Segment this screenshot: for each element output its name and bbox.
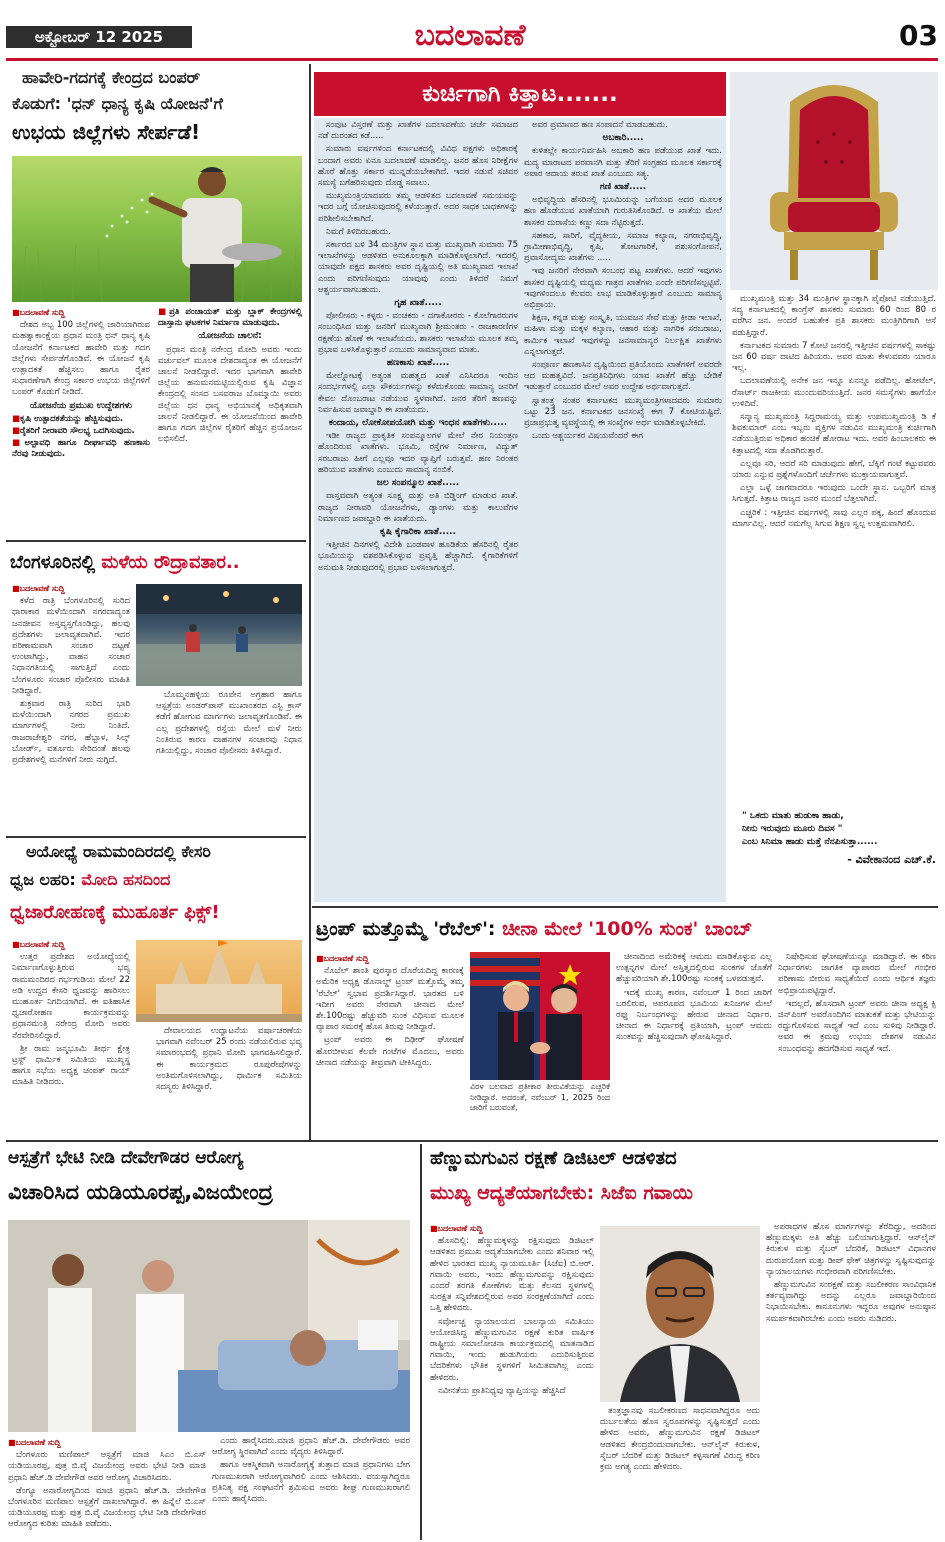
portrait-illustration [600, 1226, 760, 1402]
story5-para6: ಇದಲ್ಲದೆ, ಹೊಸದಾಗಿ ಟ್ರಂಪ್ ಅವರು ಚೀನಾ ಅಧ್ಯಕ್ಷ ಕ್ಸಿ ಜಿನ್‌ಪಿಂಗ್ ಅವರೊಂದಿಗಿನ ಮಾತುಕತೆ ಮತ್ತು ಭೇಟಿಯನ್ನು ರದ್ದುಗೊಳಿಸುವ ಸಾಧ್ಯತೆ ಇದೆ ಎಂಬ ಸುಳಿವು ನೀಡಿದ್ದಾರೆ. ಅವರ ಈ ಕ್ರಮವು ಉಭಯ ದೇಶಗಳ ನಡುವಿನ ಸಂಬಂಧವನ್ನು ಹದಗೆಡಿಸುವ ಸಾಧ್ಯತೆ ಇದೆ. [778, 998, 936, 1054]
masthead [0, 0, 945, 62]
story-devegowda [6, 1144, 416, 1540]
story1-para1: ದೇಶದ ಅಬ್ಬ 100 ಜಿಲ್ಲೆಗಳಲ್ಲಿ ಜಾರಿಯಾಗಿರುವ ಮಹತ್ವಾಕಾಂಕ್ಷೆಯ ಪ್ರಧಾನ ಮಂತ್ರಿ ಧನ್ ಧಾನ್ಯ ಕೃಷಿ ಯೋಜನೆಗೆ ಕರ್ನಾಟಕದ ಹಾವೇರಿ ಮತ್ತು ಗದಗ ಜಿಲ್ಲೆಗಳು ಸೇರ್ಪಡೆಗೊಂಡಿವೆ. ಈ ಯೋಜನೆ ಕೃಷಿ ಉತ್ಪಾದಕತೆ ಹೆಚ್ಚಿಸಲು ಹಾಗೂ ರೈತರ ಸುಧಾರಣೆಗಾಗಿ ಕೇಂದ್ರ ಸರ್ಕಾರ ಉಭಯ ಜಿಲ್ಲೆಗಳಿಗೆ ಬಂಪರ್ ಕೊಡುಗೆ ನೀಡಿದೆ. [12, 320, 150, 398]
story2-column2 [156, 690, 302, 830]
headline-part1: ಟ್ರಂಪ್ ಮತ್ತೊಮ್ಮೆ 'ರೆಬೆಲ್': [316, 918, 503, 940]
story5-para1: ನೊಬೆಲ್ ಶಾಂತಿ ಪುರಸ್ಕಾರ ದೊರೆಯದಿದ್ದ ಕಾರಣಕ್ಕೆ ಅಮೆರಿಕ ಅಧ್ಯಕ್ಷ ಡೊನಾಲ್ಡ್ ಟ್ರಂಪ್ ಮತ್ತೊಮ್ಮೆ ತಮ್ಮ 'ರೆಬೆಲ್' ಸ್ವಭಾವ ಪ್ರದರ್ಶಿಸಿದ್ದಾರೆ. ಭಾರತದ ಬಳಿ ಇದೀಗ ಅವರು ನೇರವಾಗಿ ಚೀನಾದ ಮೇಲೆ ಶೇ.100ರಷ್ಟು ಹೆಚ್ಚುವರಿ ಸುಂಕ ವಿಧಿಸುವ ಮೂಲಕ ವ್ಯಾಪಾರ ಸಮರಕ್ಕೆ ಹೊಸ ತಿರುವು ನೀಡಿದ್ದಾರೆ. [316, 966, 464, 1033]
story4-quote [732, 810, 936, 902]
story4-paragraph: ಶಿಕ್ಷಣ, ಕನ್ನಡ ಮತ್ತು ಸಂಸ್ಕೃತಿ, ಯುವಜನ ಸೇವೆ ಮತ್ತು ಕ್ರೀಡಾ ಇಲಾಖೆ, ಮಹಿಳಾ ಮತ್ತು ಮಕ್ಕಳ ಕಲ್ಯಾಣ, ಆಹಾರ ಮತ್ತು ನಾಗರಿಕ ಸರಬರಾಜು, ಕಾರ್ಮಿಕ ಇಲಾಖೆ ಇವುಗಳನ್ನು ಜನಸಾಮಾನ್ಯರ ನಿರ್ಲಕ್ಷಿತ ಖಾತೆಗಳು ಎನ್ನಲಾಗುತ್ತದೆ. [524, 313, 722, 357]
story-trump-tariff [312, 908, 938, 1138]
divider [6, 836, 306, 838]
headline-part2: ಮಳೆಯ ರೌದ್ರಾವತಾರ.. [101, 552, 240, 573]
story6-para3: ಎಂದು ಹಾರೈಸಿದರು.ಮಾಜಿ ಪ್ರಧಾನಿ ಹೆಚ್.ಡಿ. ದೇವೇಗೌಡರು ಅವರ ಆರೋಗ್ಯ ಸ್ಥಿರವಾಗಿದೆ ಎಂದು ವೈದ್ಯರು ತಿಳಿಸಿದ್ದಾರೆ. [212, 1436, 410, 1458]
story4-subhead: ಕಂದಾಯ, ಲೋಕೋಪಯೋಗಿ ಮತ್ತು ಇಂಧನ ಖಾತೆಗಳು..... [328, 418, 508, 429]
story-krishi-yojane [6, 64, 306, 540]
story4-paragraph: ಅವರ ಪ್ರಮಾಣದ ಹಣ ಸಂಪಾದನೆ ಮಾಡಬಹುದು. [532, 120, 668, 130]
story-kurchi [314, 66, 938, 904]
story4-paragraph: ಪೋಲೀಸರು - ಕಳ್ಳರು - ವಂಚಕರು - ದಗಾಕೋರರು - ಕೊಲೆಗಾರರುಗಳ ಸಂಬಂಧಿಸಿದ ಮತ್ತು ಜನರಿಗೆ ಮುಖ್ಯವಾಗಿ ಶ್ರೀಮಂತರು - ರಾಜಕಾರಣಿಗಳ ರಕ್ಷಣೆಯ ಹೊಣೆ ಈ ಇಲಾಖೆಯದು. ಶಾಸಕರು ಇಲಾಖೆಯ ಮೂಲಕ ತಮ್ಮ ಪ್ರಭಾವ ಬಳಸಿಕೊಳ್ಳುತ್ತಾರೆ ಎಂಬುದು ಸಾಮಾನ್ಯವಾದ ಮಾತು. [318, 311, 518, 355]
story1-bullet: ■ ಪ್ರತಿ ಪಂಚಾಯತ್ ಮತ್ತು ಬ್ಲಾಕ್ ಕೇಂದ್ರಗಳಲ್ಲಿ ದಾಸ್ತಾನು ಘಟಕಗಳ ನಿರ್ಮಾಣ ಮಾಡುವುದು. [158, 307, 302, 329]
story4-column3 [732, 294, 936, 834]
story5-column1 [316, 952, 464, 1136]
headline-banner: ಕುರ್ಚಿಗಾಗಿ ಕಿತ್ತಾಟ....... [314, 72, 726, 116]
farmer-illustration [12, 156, 302, 302]
story5-para3: ಚೀನಾದಿಂದ ಅಮೆರಿಕಕ್ಕೆ ಆಮದು ಮಾಡಿಕೊಳ್ಳುವ ಎಲ್ಲ ಉತ್ಪನ್ನಗಳ ಮೇಲೆ ಅಸ್ತಿತ್ವದಲ್ಲಿರುವ ಸುಂಕಗಳ ಜೊತೆಗೆ ಹೆಚ್ಚುವರಿಯಾಗಿ ಶೇ.100ರಷ್ಟು ಸುಂಕಕ್ಕೆ ಒಳಪಡುತ್ತವೆ. [616, 952, 772, 985]
cji-portrait-photo [600, 1226, 760, 1402]
byline: ■ ಬದಲಾವಣೆ ಸುದ್ದಿ [430, 1223, 594, 1234]
story7-column3 [766, 1222, 936, 1538]
story4-paragraph: ಕುಳಿತಲ್ಲೇ ಕಾರ್ಯನಿರ್ವಹಿಸಿ ಅಬಕಾರಿ ಹಣ ಪಡೆಯುವ ಖಾತೆ ಇದು. ಮದ್ಯ ಮಾರಾಟದ ಪರವಾನಗಿ ಮತ್ತು ತೆರಿಗೆ ಸಂಗ್ರಹದ ಮೂಲಕ ಸರ್ಕಾರಕ್ಕೆ ಅಪಾರ ಆದಾಯ ತರುವ ಖಾತೆ ಎಂಬುದು ಸತ್ಯ. [524, 146, 722, 179]
story7-para3: ನವೀನತೆಯ ಪ್ರಾತಿನಿಧ್ಯವು ವ್ಯಾಪ್ತಿಯನ್ನು ಹೆಚ್ಚಿಸಿದೆ [438, 1385, 566, 1396]
story-cji-gavai [424, 1144, 940, 1540]
story4-paragraph: ವಾಸ್ತವವಾಗಿ ಅತ್ಯಂತ ಸೂಕ್ಷ್ಮ ಮತ್ತು ಅತಿ ಬಿಡ್ಡಿಂಗ್ ಮಾಡುವ ಖಾತೆ. ರಾಜ್ಯದ ನೀರಾವರಿ ಯೋಜನೆಗಳು, ಡ್ಯಾಂಗಳು ಮತ್ತು ಕಾಲುವೆಗಳ ನಿರ್ಮಾಣದ ಜವಾಬ್ದಾರಿ ಈ ಖಾತೆಯದು. [318, 491, 518, 524]
story7-para6: ಹೆಣ್ಣುಮಗುವಿನ ಸಂರಕ್ಷಣೆ ಮತ್ತು ಸಬಲೀಕರಣ ಸಾಂವಿಧಾನಿಕ ಕರ್ತವ್ಯವಾಗಿದ್ದು ಅದನ್ನು ಎಲ್ಲರೂ ಜವಾಬ್ದಾರಿಯಿಂದ ನಿಭಾಯಿಸಬೇಕು. ಕಾನೂನುಗಳು ಇದ್ದರೂ ಅವುಗಳ ಅನುಷ್ಠಾನ ಸಮರ್ಪಕವಾಗಿರಬೇಕು ಎಂದು ಅವರು ನುಡಿದರು. [766, 1280, 936, 1324]
headline-line2: ಮುಖ್ಯ ಆದ್ಯತೆಯಾಗಬೇಕು: ಸಿಜೆಐ ಗವಾಯಿ [430, 1182, 693, 1204]
story6-column2 [212, 1436, 410, 1540]
byline: ■ ಬದಲಾವಣೆ ಸುದ್ದಿ [12, 939, 130, 950]
chair-photo [730, 72, 938, 290]
date-banner: ಅಕ್ಟೋಬರ್ 12 2025 [6, 26, 192, 48]
story4-subhead: ಜಲ ಸಂಪನ್ಮೂಲ ಖಾತೆ..... [376, 478, 460, 489]
byline: ■ ಬದಲಾವಣೆ ಸುದ್ದಿ [12, 583, 130, 594]
flood-illustration [136, 584, 302, 686]
story1-para2: ಪ್ರಧಾನ ಮಂತ್ರಿ ನರೇಂದ್ರ ಮೋದಿ ಅವರು ಇಂದು ವರ್ಚುವಲ್ ಮೂಲಕ ದೇಶದಾದ್ಯಂತ ಈ ಯೋಜನೆಗೆ ಚಾಲನೆ ನೀಡಲಿದ್ದಾರೆ. ಇದರ ಭಾಗವಾಗಿ ಹಾವೇರಿ ಜಿಲ್ಲೆಯ ಹನುಮನಮಟ್ಟಿಯಲ್ಲಿರುವ ಕೃಷಿ ವಿಜ್ಞಾನ ಕೇಂದ್ರದಲ್ಲಿ ಸಂಸದ ಬಸವರಾಜ ಬೊಮ್ಮಾಯಿ ಅವರು ಜಿಲ್ಲೆಯ ಧನ ಧಾನ್ಯ ಅಭಿಯಾನಕ್ಕೆ ಅಧಿಕೃತವಾಗಿ ಚಾಲನೆ ನೀಡಲಿದ್ದಾರೆ. ಈ ಯೋಜನೆಯಿಂದ ಹಾವೇರಿ ಹಾಗೂ ಗದಗ ಜಿಲ್ಲೆಗಳ ರೈತರಿಗೆ ಹೆಚ್ಚಿನ ಪ್ರಯೋಜನ ಲಭಿಸಲಿದೆ. [158, 344, 302, 445]
story2-column1 [12, 582, 130, 830]
story3-para1: ಉತ್ತರ ಪ್ರದೇಶದ ಅಯೋಧ್ಯೆಯಲ್ಲಿ ನಿರ್ಮಾಣಗೊಳ್ಳುತ್ತಿರುವ ಭವ್ಯ ರಾಮಮಂದಿರದ ಗರ್ಭಗುಡಿಯ ಮೇಲೆ 22 ಅಡಿ ಉದ್ದದ ಕೇಸರಿ ಧ್ವಜವನ್ನು ಹಾರಿಸಲು ಮುಹೂರ್ತ ನಿಗದಿಯಾಗಿದೆ. ಈ ಐತಿಹಾಸಿಕ ಧ್ವಜಾರೋಹಣ ಕಾರ್ಯಕ್ರಮವನ್ನು ಪ್ರಧಾನಮಂತ್ರಿ ನರೇಂದ್ರ ಮೋದಿ ಅವರು ನೆರವೇರಿಸಲಿದ್ದಾರೆ. [12, 952, 130, 1041]
story5-para2: ಟ್ರಂಪ್ ಅವರು ಈ ದಿಢೀರ್ ಘೋಷಣೆ ಹೊರಬೀಳುವ ಕೆಲವೇ ಗಂಟೆಗಳ ಮೊದಲು, ಅವರು ಚೀನಾದ ನಡೆಯನ್ನು ತೀವ್ರವಾಗಿ ಟೀಕಿಸಿದ್ದರು. [316, 1035, 464, 1068]
story4-paragraph: ಸನ್ಮಾನ್ಯ ಮುಖ್ಯಮಂತ್ರಿ ಸಿದ್ದರಾಮಯ್ಯ ಮತ್ತು ಉಪಮುಖ್ಯಮಂತ್ರಿ ಡಿ ಕೆ ಶಿವಕುಮಾರ್ ಎಂಬ ಇಬ್ಬರು ವ್ಯಕ್ತಿಗಳ ನಡುವಿನ ಮುಖ್ಯಮಂತ್ರಿ ಕುರ್ಚಿಗಾಗಿ ನಡೆಯುತ್ತಿರುವ ಅಧಿಕಾರ ಹಂಚಿಕೆ ಹೋರಾಟ ಇದು. ಅವರ ಹಿಂಬಾಲಕರು ಈ ಕಿತ್ತಾಟದಲ್ಲಿ ಸದಾ ತೊಡಗಿರುತ್ತಾರೆ. [732, 412, 936, 456]
story-ayodhya [6, 840, 306, 1138]
leaders-handshake-illustration [470, 952, 610, 1080]
trump-xi-photo [470, 952, 610, 1080]
story1-column2 [158, 306, 302, 538]
byline: ■ ಬದಲಾವಣೆ ಸುದ್ದಿ [316, 953, 464, 964]
story4-subhead: ಅಬಕಾರಿ..... [602, 133, 644, 144]
story4-paragraph: ಎಚ್ಚರಿಕೆ : ಇತ್ತೀಚಿನ ವರ್ಷಗಳಲ್ಲಿ ಸಾವು ಎಲ್ಲರ ಪಕ್ಕ, ಹಿಂದೆ ಹೊಂದುವ ಮಾರ್ಗವಿಲ್ಲ. ಆದರೆ ನಮಗೆಲ್ಲ ಸಿಗುವ ಶಿಕ್ಷಣ ಸ್ವಲ್ಪ ಉತ್ತಮವಾಗಿರಲಿ. [732, 507, 936, 529]
story5-column2 [616, 952, 772, 1136]
story4-paragraph: ಎಲ್ಲಾ ಒಳ್ಳೆ ಜಾಗವಾದರೂ ಇರುವುದು ಒಂದೇ ಸ್ಥಾನ. ಒಬ್ಬರಿಗೆ ಮಾತ್ರ ಸಿಗುತ್ತದೆ. ಕಿತ್ತಾಟ ರಾಜ್ಯದ ಜನರ ಮುಂದೆ ಬೆತ್ತಲಾಗಿದೆ. [732, 483, 936, 505]
vertical-divider [420, 1144, 422, 1540]
story4-paragraph: ಸಹಕಾರ, ಸಾರಿಗೆ, ವೈದ್ಯಕೀಯ, ಸಮಾಜ ಕಲ್ಯಾಣ, ನಗರಾಭಿವೃದ್ಧಿ, ಗ್ರಾಮೀಣಾಭಿವೃದ್ಧಿ, ಕೃಷಿ, ತೋಟಗಾರಿಕೆ, ಪಶುಸಂಗೋಪನೆ, ಪ್ರವಾಸೋದ್ಯಮ ಖಾತೆಗಳು ..... [524, 230, 722, 264]
headline-line3: ಧ್ವಜಾರೋಹಣಕ್ಕೆ ಮುಹೂರ್ತ ಫಿಕ್ಸ್! [10, 902, 220, 923]
headline-line1: ಅಯೋಧ್ಯೆ ರಾಮಮಂದಿರದಲ್ಲಿ ಕೇಸರಿ [26, 842, 211, 861]
story6-para4: ಹಾಗೂ ಆಕಸ್ಮಿಕವಾಗಿ ಅನಾರೋಗ್ಯಕ್ಕೆ ತುತ್ತಾದ ಮಾಜಿ ಪ್ರಧಾನಿಗಳು ಬೇಗ ಗುಣಮುಖರಾಗಿ ಆರೋಗ್ಯವಾಗಿರಲಿ ಎಂದು ಆಶಿಸಿದರು. ವಯಸ್ಸಾಗಿದ್ದರೂ ಪ್ರತಿನಿತ್ಯ ಪಕ್ಷ ಸಂಘಟನೆಗೆ ಶ್ರಮಿಸುವ ಅವರು ಶೀಘ್ರ ಗುಣಮುಖರಾಗಲಿ ಎಂದು ಹಾರೈಸಿದರು. [212, 1460, 410, 1505]
throne-chair-illustration [730, 72, 938, 290]
story7-para4: ತಂತ್ರಜ್ಞಾನವು ಸಬಲೀಕರಣದ ಸಾಧನವಾಗಿದ್ದರೂ ಅದು ದುರ್ಬಲತೆಯ ಹೊಸ ಸ್ವರೂಪಗಳನ್ನು ಸೃಷ್ಟಿಸುತ್ತದೆ ಎಂದು ಹೇಳಿದ ಅವರು, ಹೆಣ್ಣುಮಗುವಿನ ರಕ್ಷಣೆ ಡಿಜಿಟಲ್ ಆಡಳಿತದ ಕೇಂದ್ರಬಿಂದುವಾಗಬೇಕು. ಆನ್‌ಲೈನ್ ಕಿರುಕುಳ, ಸೈಬರ್ ಬೆದರಿಕೆ ಮತ್ತು ಡಿಜಿಟಲ್ ಕಳ್ಳಸಾಗಣೆ ವಿರುದ್ಧ ಕಠಿಣ ಕ್ರಮ ಅಗತ್ಯ ಎಂದು ಹೇಳಿದರು. [600, 1406, 760, 1473]
story4-column2 [524, 120, 722, 900]
quote-line1: " ಒಕದು ಮಾತು ಹುಡುಕಾ ಹಾಡು, [742, 811, 844, 821]
author-name: - ವಿವೇಕಾನಂದ ಎಚ್.ಕೆ. [847, 853, 936, 866]
story3-para3: ದೇವಾಲಯದ ಉದ್ಘಾಟನೆಯ ವರ್ಷಾಚರಣೆಯ ಭಾಗವಾಗಿ ನವೆಂಬರ್ 25 ರಂದು ನಡೆಯಲಿರುವ ಭವ್ಯ ಸಮಾರಂಭದಲ್ಲಿ ಪ್ರಧಾನಿ ಮೋದಿ ಭಾಗವಹಿಸಲಿದ್ದಾರೆ. ಈ ಕಾರ್ಯಕ್ರಮದ ರೂಪುರೇಷೆಗಳನ್ನು ಅಂತಿಮಗೊಳಿಸಲಾಗಿದ್ದು, ಧಾರ್ಮಿಕ ಸಮಿತಿಯ ಸದಸ್ಯರು ತಿಳಿಸಿದ್ದಾರೆ. [156, 1026, 302, 1093]
story4-paragraph: ನಿಮಗೆ ತಿಳಿದಿರಬಹುದು. [326, 226, 391, 237]
story4-paragraph: ಕರ್ನಾಟಕದ ಸುಮಾರು 7 ಕೋಟಿ ಜನರಲ್ಲಿ ಇತ್ತೀಚಿನ ವರ್ಷಗಳಲ್ಲಿ ಸಾಕಷ್ಟು ಜನ 60 ವರ್ಷ ದಾಟಿದ ಹಿರಿಯರು. ಅವರ ಮಾತು ಕೇಳುವವರು ಯಾರೂ ಇಲ್ಲ. [732, 340, 936, 374]
headline-line2: ವಿಚಾರಿಸಿದ ಯಡಿಯೂರಪ್ಪ,ವಿಜಯೇಂದ್ರ [8, 1180, 274, 1204]
quote-line3: ಎಂಬ ಸಿನಿಮಾ ಹಾಡು ಮತ್ತೆ ನೆನಪಿಸುತ್ತಾ...... [742, 837, 878, 847]
headline-line1: ಹೆಣ್ಣುಮಗುವಿನ ರಕ್ಷಣೆ ಡಿಜಿಟಲ್ ಆಡಳಿತದ [430, 1148, 677, 1169]
headline-line2 [10, 870, 304, 896]
divider [6, 540, 306, 542]
story5-column3 [778, 952, 936, 1136]
story1-bullet: ■ ಕೃಷಿ ಉತ್ಪಾದಕತೆಯನ್ನು ಹೆಚ್ಚಿಸುವುದು. [12, 414, 150, 425]
headline-part2: ಚೀನಾ ಮೇಲೆ '100% ಸುಂಕ' ಬಾಂಬ್ [502, 918, 753, 940]
headline-part1: ಧ್ವಜ ಲಹರಿ: [10, 870, 82, 889]
story7-para5: ಅಪರಾಧಗಳ ಹೊಸ ಮಾರ್ಗಗಳನ್ನು ತೆರೆದಿದ್ದು, ಅದರಿಂದ ಹೆಣ್ಣುಮಕ್ಕಳು ಅತಿ ಹೆಚ್ಚು ಬಲಿಯಾಗುತ್ತಿದ್ದಾರೆ. ಆನ್‌ಲೈನ್ ಕಿರುಕುಳ ಮತ್ತು ಸೈಬರ್ ಬೆದರಿಕೆ, ಡಿಜಿಟಲ್ ವಿಧಾನಗಳ ದುರುಪಯೋಗ ಮತ್ತು ಡೀಪ್ ಫೇಕ್ ಚಿತ್ರಗಳನ್ನು ಸೃಷ್ಟಿಸುವುದನ್ನು ನ್ಯಾಯಾಲಯಗಳು ಗಂಭೀರವಾಗಿ ಪರಿಗಣಿಸಬೇಕು. [766, 1222, 936, 1277]
farmer-photo [12, 156, 302, 302]
story4-paragraph: ಸುಮಾರು ವರ್ಷಗಳಿಂದ ಕರ್ನಾಟಕದಲ್ಲಿ ವಿವಿಧ ಪಕ್ಷಗಳು ಅಧಿಕಾರಕ್ಕೆ ಬಂದಾಗ ಅವರು ಏನೂ ಬದಲಾವಣೆ ಮಾಡಲಿಲ್ಲ. ಜನರ ಹೊಸ ನಿರೀಕ್ಷೆಗಳ ಹೊರೆ ಹೊತ್ತು ಸರ್ಕಾರ ಮುನ್ನಡೆಯಬೇಕಾಗಿದೆ. ಇದರ ನಡುವೆ ಸಚಿವರ ಸಮಸ್ಯೆ ಬಗೆಹರಿಸುವುದು ದೊಡ್ಡ ಸವಾಲು. [318, 144, 518, 189]
vertical-divider [309, 64, 311, 1140]
story6-para2: ಡೆಂಗ್ಯೂ ಅನಾರೋಗ್ಯದಿಂದ ಮಾಜಿ ಪ್ರಧಾನಿ ಹೆಚ್.ಡಿ. ದೇವೇಗೌಡ ಬೆಂಗಳೂರಿನ ಮಣಿಪಾಲ ಆಸ್ಪತ್ರೆಗೆ ದಾಖಲಾಗಿದ್ದಾರೆ. ಈ ಹಿನ್ನೆಲೆ ಬಿ.ಎಸ್ ಯಡಿಯೂರಪ್ಪ ಮತ್ತು ಪುತ್ರ ಬಿ.ವೈ ವಿಜಯೇಂದ್ರ ಭೇಟಿ ನೀಡಿ ದೇವೇಗೌಡರ ಆರೋಗ್ಯದ ಕುರಿತು ಮಾಹಿತಿ ಪಡೆದರು. [8, 1485, 206, 1530]
story3-column2 [156, 1026, 302, 1134]
story1-column1 [12, 306, 150, 538]
headline [316, 912, 936, 946]
story4-subhead: ಕೃಷಿ ಕೈಗಾರಿಕಾ ಖಾತೆ..... [380, 526, 456, 537]
divider [6, 1140, 938, 1142]
story4-paragraph: ಮುಖ್ಯಮಂತ್ರಿಯಾದವರು ತಮ್ಮ ಆಡಳಿತದ ಬದಲಾವಣೆ ಸಮಯವನ್ನು ಇದರ ಬಗ್ಗೆ ಯೋಚಿಸುವುದರಲ್ಲಿ ಕಳೆಯುತ್ತಾರೆ. ಅದರ ಸಾಧಕ ಬಾಧಕಗಳನ್ನು ಪರಿಶೀಲಿಸಬೇಕಾಗಿದೆ. [318, 191, 518, 224]
story4-subhead: ಗೃಹ ಖಾತೆ..... [394, 298, 442, 309]
story4-paragraph: ಇಡೀ ರಾಜ್ಯದ ಪ್ರಾಕೃತಿಕ ಸಂಪನ್ಮೂಲಗಳ ಮೇಲೆ ನೇರ ನಿಯಂತ್ರಣ ಹೊಂದಿರುವ ಖಾತೆಗಳು. ಭೂಮಿ, ರಸ್ತೆಗಳ ನಿರ್ಮಾಣ, ವಿದ್ಯುತ್ ಸರಬರಾಜು ಹೀಗೆ ಎಲ್ಲವೂ ಇದರ ವ್ಯಾಪ್ತಿಗೆ ಬರುತ್ತವೆ. ಹಣ ನಿರಂತರ ಹರಿಯುವ ಖಾತೆಗಳು ಎಂಬುದು ಸಾಮಾನ್ಯ ನಂಬಿಕೆ. [318, 431, 518, 475]
story3-column1 [12, 938, 130, 1134]
story4-paragraph: ಇವು ಜನರಿಗೆ ನೇರವಾಗಿ ಸಂಬಂಧ ಪಟ್ಟ ಖಾತೆಗಳು. ಆದರೆ ಇವುಗಳು ಶಾಸಕರ ದೃಷ್ಟಿಯಲ್ಲಿ ಮಧ್ಯಮ ಗಾತ್ರದ ಖಾತೆಗಳು ಎಂದೇ ಪರಿಗಣಿಸಲ್ಪಟ್ಟಿವೆ. ಇವುಗಳಿಂದಲೂ ಕೆಲವರು ಲಾಭ ಮಾಡಿಕೊಳ್ಳುತ್ತಾರೆ ಎಂಬುದು ಸಾಮಾನ್ಯ ಅಭಿಪ್ರಾಯ. [524, 266, 722, 311]
story1-subhead2: ಯೋಜನೆಯ ಚಾಲನೆ: [198, 331, 262, 342]
story4-paragraph: ಒಂದು ಆಶ್ಚರ್ಯಕರ ವಿಷಯವೆಂದರೆ ಈಗ [532, 431, 643, 442]
story4-paragraph: ಸ್ವಾತಂತ್ರ್ಯ ನಂತರ ಕರ್ನಾಟಕದ ಮುಖ್ಯಮಂತ್ರಿಗಳಾದವರು ಸುಮಾರು ಒಟ್ಟು 23 ಜನ. ಕರ್ನಾಟಕದ ಜನಸಂಖ್ಯೆ ಈಗ 7 ಕೋಟಿಯಷ್ಟಿದೆ. ಪ್ರಜಾಪ್ರಭುತ್ವ ವ್ಯವಸ್ಥೆಯಲ್ಲಿ ಈ ಸಂಖ್ಯೆಗಳ ಅರ್ಥ ಮಾಡಿಕೊಳ್ಳಬೇಕಿದೆ. [524, 395, 722, 429]
headline [10, 548, 304, 578]
story4-paragraph: ಸರ್ಕಾರದ ಬಳಿ 34 ಮಂತ್ರಿಗಳ ಸ್ಥಾನ ಮತ್ತು ಮುಖ್ಯವಾಗಿ ಸುಮಾರು 75 ಇಲಾಖೆಗಳನ್ನು ಆಡಳಿತದ ಅನುಕೂಲಕ್ಕಾಗಿ ಮಾಡಿಕೊಳ್ಳಲಾಗಿದೆ. ಇದರಲ್ಲಿ ಯಾವುದೇ ಪಕ್ಷದ ಶಾಸಕರು ಅವರ ದೃಷ್ಟಿಯಲ್ಲಿ ಅತಿ ಮುಖ್ಯವಾದ ಇಲಾಖೆ ಎಂದು ಪರಿಗಣಿಸುವುದು ಯಾವುವು ಎಂದು ತಿಳಿದರೆ ನಿಮಗೆ ಆಶ್ಚರ್ಯವಾಗಬಹುದು. [318, 240, 518, 295]
story5-para5: ನಿಷೇಧಿಸುವ ಘೋಷಣೆಯನ್ನೂ ಮಾಡಿದ್ದಾರೆ. ಈ ಕಠಿಣ ನಿರ್ಧಾರಗಳು ಜಾಗತಿಕ ವ್ಯಾಪಾರದ ಮೇಲೆ ಗಂಭೀರ ಪರಿಣಾಮ ಬೀರುವ ಸಾಧ್ಯತೆಯಿದೆ ಎಂದು ಆರ್ಥಿಕ ತಜ್ಞರು ಅಭಿಪ್ರಾಯಪಟ್ಟಿದ್ದಾರೆ. [778, 952, 936, 996]
headline-part1: ಬೆಂಗಳೂರಿನಲ್ಲಿ [10, 552, 102, 573]
story5-para4: ಇದಕ್ಕೆ ಮುಖ್ಯ ಕಾರಣ, ನವೆಂಬರ್ 1 ರಿಂದ ಜಾರಿಗೆ ಬರಲಿರುವ, ಅಪರೂಪದ ಭೂಮಿಯ ಖನಿಜಗಳ ಮೇಲೆ ರಫ್ತು ನಿರ್ಬಂಧಗಳನ್ನು ಹೇರುವ ಚೀನಾದ ನಿರ್ಧಾರ. ಚೀನಾದ ಈ ನಿರ್ಧಾರಕ್ಕೆ ಪ್ರತಿಯಾಗಿ, ಟ್ರಂಪ್ ಆಮದು ಸುಂಕವನ್ನು ಹೆಚ್ಚಿಸುವುದಾಗಿ ಘೋಷಿಸಿದ್ದಾರೆ. [616, 987, 772, 1043]
headline-line1: ಆಸ್ಪತ್ರೆಗೆ ಭೇಟಿ ನೀಡಿ ದೇವೇಗೌಡರ ಆರೋಗ್ಯ [8, 1148, 244, 1168]
story4-subhead: ಗಣಿ ಖಾತೆ..... [599, 182, 647, 193]
story4-column1 [318, 120, 518, 900]
story1-bullet: ■ ರೈತರಿಗೆ ನೀರಾವರಿ ಸೌಲಭ್ಯ ಒದಗಿಸುವುದು. [12, 426, 150, 437]
story4-paragraph: ಮೇಲ್ನೋಟಕ್ಕೆ ಅತ್ಯಂತ ಮಹತ್ವದ ಖಾತೆ ಎನಿಸಿದರೂ ಇಂದಿನ ಸಂದರ್ಭಗಳಲ್ಲಿ ಎಲ್ಲಾ ಸೌಕರ್ಯಗಳನ್ನು ಕಳೆದುಕೊಂಡು ಸಾಮಾನ್ಯ ಜನರಿಗೆ ಕೇವಲ ದೊಂಬರಾಟ ನಡೆಯುವ ಸ್ಥಳವಾಗಿದೆ. ಜನರ ತೆರಿಗೆ ಹಣವನ್ನು ನಿರ್ವಹಿಸುವ ಜವಾಬ್ದಾರಿ ಈ ಖಾತೆಯದು. [318, 371, 518, 415]
story6-para1: ಬೆಂಗಳೂರು ಮಣಿಪಾಲ್ ಆಸ್ಪತ್ರೆಗೆ ಮಾಜಿ ಸಿಎಂ ಬಿ.ಎಸ್ ಯಡಿಯೂರಪ್ಪ, ಪುತ್ರ ಬಿ.ವೈ ವಿಜಯೇಂದ್ರ ಅವರು ಭೇಟಿ ನೀಡಿ ಮಾಜಿ ಪ್ರಧಾನಿ ಹೆಚ್.ಡಿ ದೇವೇಗೌಡ ಅವರ ಆರೋಗ್ಯ ವಿಚಾರಿಸಿದರು. [8, 1450, 206, 1483]
story4-paragraph: ಸಂಪೂರ್ಣ ಹಣಕಾಸಿನ ದೃಷ್ಟಿಯಿಂದ ಪ್ರತಿಯೊಂದು ಖಾತೆಗಳಿಗೆ ಅವರದೇ ಆದ ಮಹತ್ವವಿದೆ. ಜನಪ್ರತಿನಿಧಿಗಳು ಯಾವ ಖಾತೆಗೆ ಹೆಚ್ಚು ಬೇಡಿಕೆ ಇಡುತ್ತಾರೆ ಎಂಬುದರ ಮೇಲೆ ಅವರ ಉದ್ದೇಶ ಅರ್ಥವಾಗುತ್ತದೆ. [524, 360, 722, 393]
quote-line2: ನೀನು ಇರುವುದು ಮೂರು ದಿವಸ " [742, 824, 843, 834]
hospital-visit-illustration [8, 1220, 410, 1432]
newspaper-name: ಬದಲಾವಣೆ [414, 18, 526, 53]
story4-paragraph: ಸಂಪುಟ ವಿಸ್ತರಣೆ ಮತ್ತು ಖಾತೆಗಳ ಬದಲಾವಣೆಯ ಚರ್ಚೆ ಸಮಾಜದ ನಡೆ ದುರಂತದ ಕಡೆ..... [318, 120, 518, 142]
story1-subhead1: ಯೋಜನೆಯ ಪ್ರಮುಖ ಉದ್ದೇಶಗಳು [29, 400, 133, 411]
headline-part2: ಮೋದಿ ಹಸದಿಂದ [81, 870, 171, 889]
byline: ■ ಬದಲಾವಣೆ ಸುದ್ದಿ [8, 1437, 206, 1448]
story5-caption: ವಿರಳ ಬಲವಾದ ಪ್ರತೀಕಾರ ತೀರುವಿಕೆಯನ್ನು ಎಚ್ಚರಿಕೆ ನೀಡಿದ್ದಾರೆ. ಅದರಂತೆ, ನವೆಂಬರ್ 1, 2025 ರಿಂದ ಜಾರಿಗೆ ಬರುವಂತೆ, [470, 1082, 610, 1112]
headline-line2: ಕೊಡುಗೆ: 'ಧನ್ ಧಾನ್ಯ ಕೃಷಿ ಯೋಜನೆ'ಗೆ [12, 94, 223, 113]
story7-column2 [600, 1406, 760, 1538]
story4-paragraph: ಅಭಿವೃದ್ಧಿಯ ಹೆಸರಿನಲ್ಲಿ ಭೂಮಿಯನ್ನು ಬಗೆಯುವ ಅದರ ಮೂಲಕ ಹಣ ಹೊಡೆಯುವ ಖಾತೆಯಾಗಿ ಗುರುತಿಸಿಕೊಂಡಿದೆ. ಆ ಖಾತೆಯ ಮೇಲೆ ಶಾಸಕರ ದುರಾಸೆಯ ಕಣ್ಣು ಸದಾ ನೆಟ್ಟಿರುತ್ತದೆ. [524, 195, 722, 228]
story1-bullet: ■ ಅಲ್ಪಾವಧಿ ಹಾಗೂ ದೀರ್ಘಾವಧಿ ಹಣಕಾಸು ನೆರವು ನೀಡುವುದು. [12, 438, 150, 460]
temple-photo [136, 940, 302, 1022]
temple-illustration [136, 940, 302, 1022]
flood-photo [136, 584, 302, 686]
story6-column1 [8, 1436, 206, 1540]
story4-paragraph: ಎಲ್ಲವೂ ಸರಿ, ಆದರೆ ಸರಿ ಮಾಡುವುದು ಹೇಗೆ, ಬೆಕ್ಕಿಗೆ ಗಂಟೆ ಕಟ್ಟುವವರು ಯಾರು ಎನ್ನುವ ಪ್ರಶ್ನೆಗಳೊಂದಿಗೆ ಚರ್ಚೆಗಳು ಮುಕ್ತಾಯವಾಗುತ್ತವೆ. [732, 458, 936, 481]
story3-para2: ಶ್ರೀ ರಾಮ ಜನ್ಮಭೂಮಿ ತೀರ್ಥ ಕ್ಷೇತ್ರ ಟ್ರಸ್ಟ್ ಧಾರ್ಮಿಕ ಸಮಿತಿಯ ಮುಖ್ಯಸ್ಥ ಹಾಗೂ ಸಭೆಯ ಅಧ್ಯಕ್ಷ ಚಂಪತ್ ರಾಯ್ ಮಾಹಿತಿ ನೀಡಿದರು. [12, 1043, 130, 1088]
masthead-rule [6, 58, 938, 61]
headline-line1: ಹಾವೇರಿ-ಗದಗಕ್ಕೆ ಕೇಂದ್ರದ ಬಂಪರ್ [22, 68, 201, 87]
story2-para2: ಶುಕ್ರವಾರ ರಾತ್ರಿ ಸುರಿದ ಭಾರಿ ಮಳೆಯಿಂದಾಗಿ ನಗರದ ಪ್ರಮುಖ ಮಾರ್ಗಗಳಲ್ಲಿ ನೀರು ನಿಂತಿದೆ. ರಾಜರಾಜೇಶ್ವರಿ ನಗರ, ಹೆಬ್ಬಾಳ, ಸಿಲ್ಕ್ ಬೋರ್ಡ್, ವರ್ತೂರು ಸೇರಿದಂತೆ ಹಲವು ಪ್ರದೇಶಗಳಲ್ಲಿ ಮನೆಗಳಿಗೆ ನೀರು ನುಗ್ಗಿದೆ. [12, 699, 130, 766]
hospital-visit-photo [8, 1220, 410, 1432]
story4-paragraph: ಬದಲಾವಣೆಯಲ್ಲಿ ಅನೇಕ ಜನ ಇನ್ನೂ ಏನನ್ನೂ ಪಡೆದಿಲ್ಲ. ಹೋಟೆಲ್, ರೆಸಾರ್ಟ್ ರಾಜಕೀಯ ಮುಂದುವರಿಯುತ್ತಿದೆ. ಜನರ ಸಮಸ್ಯೆಗಳು ಹಾಗೆಯೇ ಉಳಿದಿವೆ. [732, 376, 936, 409]
story2-para3: ಬೊಮ್ಮನಹಳ್ಳಿಯ ರೂಪೇನ ಅಗ್ರಹಾರ ಹಾಗೂ ಆಸ್ಪತ್ರೆಯ ಅಂಡರ್‌ಪಾಸ್ ಮುಖಾಂತರದ ಎಸ್ಟಿ ಕ್ರಾಸ್ ಕಡೆಗೆ ಹೋಗುವ ಮಾರ್ಗಗಳು ಜಲಾವೃತಗೊಂಡಿವೆ. ಈ ಎಲ್ಲ ಪ್ರದೇಶಗಳಲ್ಲಿ ರಸ್ತೆಯ ಮೇಲೆ ಮಳೆ ನೀರು ನಿಂತಿರುವ ಕಾರಣ ವಾಹನಗಳ ಸಂಚಾರವು ನಿಧಾನ ಗತಿಯಲ್ಲಿದ್ದು, ಸಂಚಾರ ಪೊಲೀಸರು ತಿಳಿಸಿದ್ದಾರೆ. [156, 690, 302, 757]
story4-subhead: ಹಣಕಾಸು ಖಾತೆ..... [386, 358, 450, 369]
story7-para1: ಹೊಸದಿಲ್ಲಿ: ಹೆಣ್ಣುಮಕ್ಕಳನ್ನು ರಕ್ಷಿಸುವುದು ಡಿಜಿಟಲ್ ಆಡಳಿತದ ಪ್ರಮುಖ ಆದ್ಯತೆಯಾಗಬೇಕು ಎಂದು ಶನಿವಾರ ಇಲ್ಲಿ ಹೇಳಿದ ಭಾರತದ ಮುಖ್ಯ ನ್ಯಾಯಮೂರ್ತಿ (ಸಿಜೆಐ) ಬಿ.ಆರ್. ಗವಾಯಿ ಅವರು, ಇಂದು ಹೆಣ್ಣುಮಗುವನ್ನು ರಕ್ಷಿಸುವುದು ಎಂದರೆ ತರಗತಿ ಕೋಣೆಗಳು ಮತ್ತು ಕೆಲಸದ ಸ್ಥಳಗಳಲ್ಲಿ ಸುರಕ್ಷಿತ ಸನ್ನಿವೇಶದಲ್ಲಿರುವ ಅವರ ಸಂರಕ್ಷಣೆಯಾಗಿದೆ ಎಂದು ಒತ್ತಿ ಹೇಳಿದರು. [430, 1236, 594, 1314]
story4-paragraph: ಇತ್ತೀಚಿನ ದಿನಗಳಲ್ಲಿ ವಿದೇಶಿ ಬಂಡವಾಳ ಹೂಡಿಕೆಯ ಹೆಸರಿನಲ್ಲಿ ರೈತರ ಭೂಮಿಯನ್ನು ವಶಪಡಿಸಿಕೊಳ್ಳುವ ಪ್ರವೃತ್ತಿ ಹೆಚ್ಚಾಗಿದೆ. ಕೈಗಾರಿಕೆಗಳಿಗೆ ಅನುಮತಿ ನೀಡುವುದರಲ್ಲಿ ಪ್ರಭಾವ ಬಳಸಲಾಗುತ್ತದೆ. [318, 540, 518, 573]
headline-line3: ಉಭಯ ಜಿಲ್ಲೆಗಳು ಸೇರ್ಪಡೆ! [12, 120, 201, 144]
byline: ■ ಬದಲಾವಣೆ ಸುದ್ದಿ [12, 307, 150, 318]
page-number: 03 [899, 19, 938, 52]
story4-paragraph: ಮುಖ್ಯಮಂತ್ರಿ ಮತ್ತು 34 ಮಂತ್ರಿಗಳ ಸ್ಥಾನಕ್ಕಾಗಿ ಪೈಪೋಟಿ ನಡೆಯುತ್ತಿದೆ. ಸದ್ಯ ಕರ್ನಾಟಕದಲ್ಲಿ ಕಾಂಗ್ರೆಸ್ ಶಾಸಕರು ಸುಮಾರು 60 ರಿಂದ 80 ರ ವರೆಗಿನ ಜನ. ಅಂದರೆ ಬಹುತೇಕ ಪ್ರತಿ ಶಾಸಕರು ಮಂತ್ರಿಗಿರಿಗಾಗಿ ಆಸೆ ಪಡುತ್ತಿದ್ದಾರೆ. [732, 294, 936, 338]
story7-para2: ಸರ್ವೋಚ್ಚ ನ್ಯಾಯಾಲಯದ ಬಾಲನ್ಯಾಯ ಸಮಿತಿಯು ಆಯೋಜಿಸಿದ್ದ ಹೆಣ್ಣುಮಗುವಿನ ರಕ್ಷಣೆ ಕುರಿತ ವಾರ್ಷಿಕ ರಾಷ್ಟ್ರೀಯ ಸಮಾಲೋಚನಾ ಕಾರ್ಯಕ್ರಮದಲ್ಲಿ ಮಾತನಾಡಿದ ಗವಾಯಿ, ಇಂದು ಹುಡುಗಿಯರು ಎದುರಿಸುತ್ತಿರುವ ಬೆದರಿಕೆಗಳು ಭೌತಿಕ ಸ್ಥಳಗಳಿಗೆ ಸೀಮಿತವಾಗಿಲ್ಲ ಎಂದು ಹೇಳಿದರು. [430, 1316, 594, 1383]
story-bengaluru-rain [6, 544, 306, 834]
story2-para1: ಕಳೆದ ರಾತ್ರಿ ಬೆಂಗಳೂರಿನಲ್ಲಿ ಸುರಿದ ಧಾರಾಕಾರ ಮಳೆಯಿಂದಾಗಿ ನಗರದಾದ್ಯಂತ ಜನಜೀವನ ಅಸ್ತವ್ಯಸ್ತಗೊಂಡಿದ್ದು, ಹಲವು ಪ್ರದೇಶಗಳು ಜಲಾವೃತವಾಗಿವೆ. ಇದರ ಪರಿಣಾಮವಾಗಿ ಸಂಚಾರ ದಟ್ಟಣೆ ಉಂಟಾಗಿದ್ದು, ವಾಹನ ಸಂಚಾರ ನಿಧಾನಗತಿಯಲ್ಲಿ ಸಾಗುತ್ತಿದೆ ಎಂದು ಬೆಂಗಳೂರು ಸಂಚಾರ ಪೊಲೀಸರು ಮಾಹಿತಿ ನೀಡಿದ್ದಾರೆ. [12, 596, 130, 696]
story7-column1 [430, 1222, 594, 1538]
